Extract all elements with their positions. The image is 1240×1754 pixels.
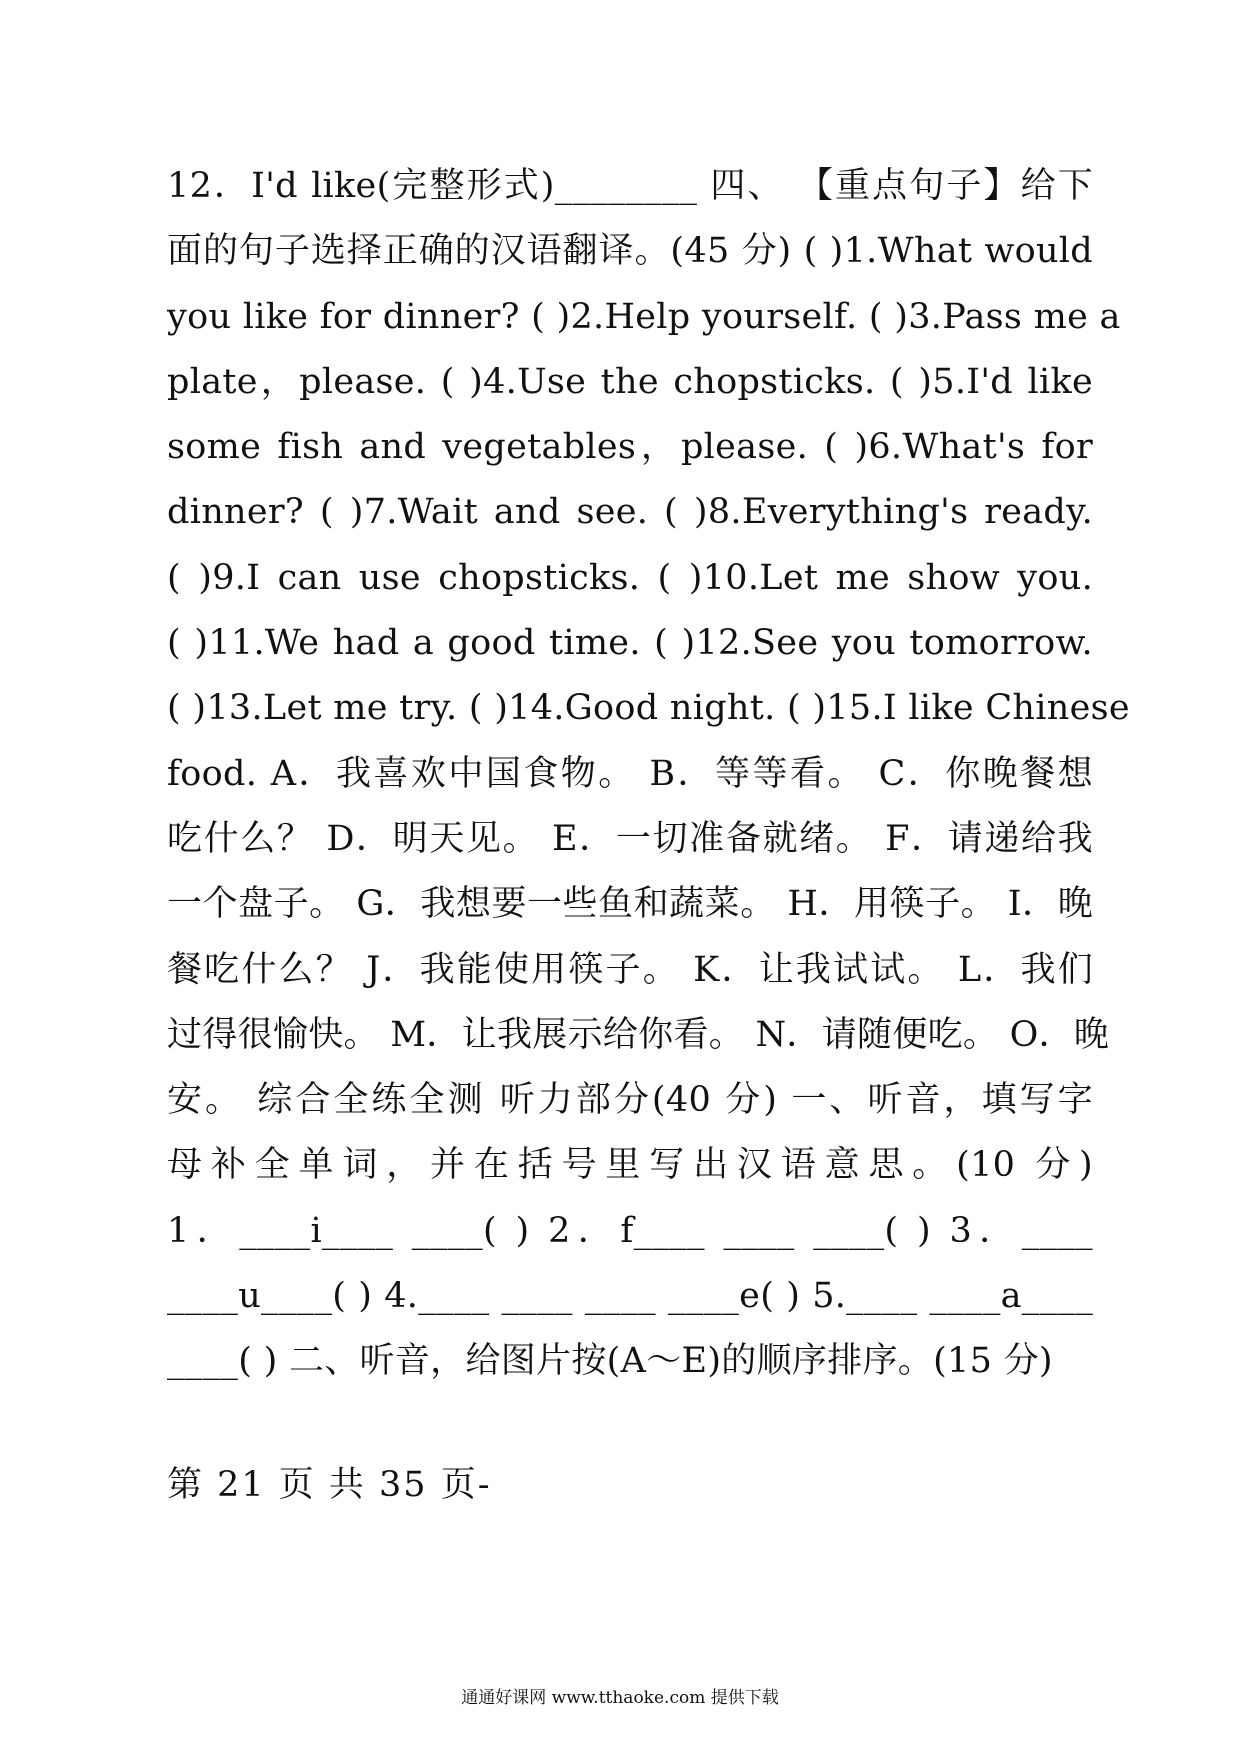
text-line: 母补全单词，并在括号里写出汉语意思。(10 分) (167, 1145, 1093, 1186)
text-line: ____u____( ) 4.____ ____ ____ ____e( ) 5.____ ____a____ (167, 1276, 1093, 1317)
text-line: 面的句子选择正确的汉语翻译。(45 分) ( )1.What would (167, 231, 1093, 272)
text-line: you like for dinner? ( )2.Help yourself. ( )3.Pass me a (167, 296, 1121, 337)
text-line: 安。 综合全练全测 听力部分(40 分) 一、听音，填写字 (167, 1080, 1093, 1121)
document-body (167, 154, 1130, 1395)
page-number: 第 21 页 共 35 页- (167, 1465, 492, 1505)
text-line: some fish and vegetables，please. ( )6.What's for (167, 427, 1093, 468)
text-line: dinner? ( )7.Wait and see. ( )8.Everything's ready. (167, 492, 1093, 533)
footer-credit: 通通好课网 www.tthaoke.com 提供下载 (461, 1688, 779, 1708)
text-line: ( )9.I can use chopsticks. ( )10.Let me show you. (167, 557, 1093, 598)
text-line: ____( ) 二、听音，给图片按(A～E)的顺序排序。(15 分) (167, 1341, 1053, 1382)
text-line: 1．____i____ ____( ) 2．f____ ____ ____( ) 3．____ (167, 1210, 1093, 1251)
text-line: 过得很愉快。 M．让我展示给你看。 N．请随便吃。 O．晚 (167, 1014, 1110, 1055)
text-line: 12．I'd like(完整形式)________ 四、 【重点句子】给下 (167, 166, 1093, 206)
text-line: ( )11.We had a good time. ( )12.See you tomorrow. (167, 623, 1093, 664)
text-line: 餐吃什么？ J．我能使用筷子。 K．让我试试。 L．我们 (167, 949, 1093, 990)
text-line: plate，please. ( )4.Use the chopsticks. ( )5.I'd like (167, 361, 1093, 402)
text-line: 一个盘子。 G．我想要一些鱼和蔬菜。 H．用筷子。 I．晚 (167, 884, 1093, 925)
text-line: ( )13.Let me try. ( )14.Good night. ( )15.I like Chinese (167, 688, 1130, 729)
text-line: 吃什么？ D．明天见。 E．一切准备就绪。 F．请递给我 (167, 818, 1093, 859)
text-line: food. A．我喜欢中国食物。 B．等等看。 C．你晚餐想 (167, 753, 1093, 794)
